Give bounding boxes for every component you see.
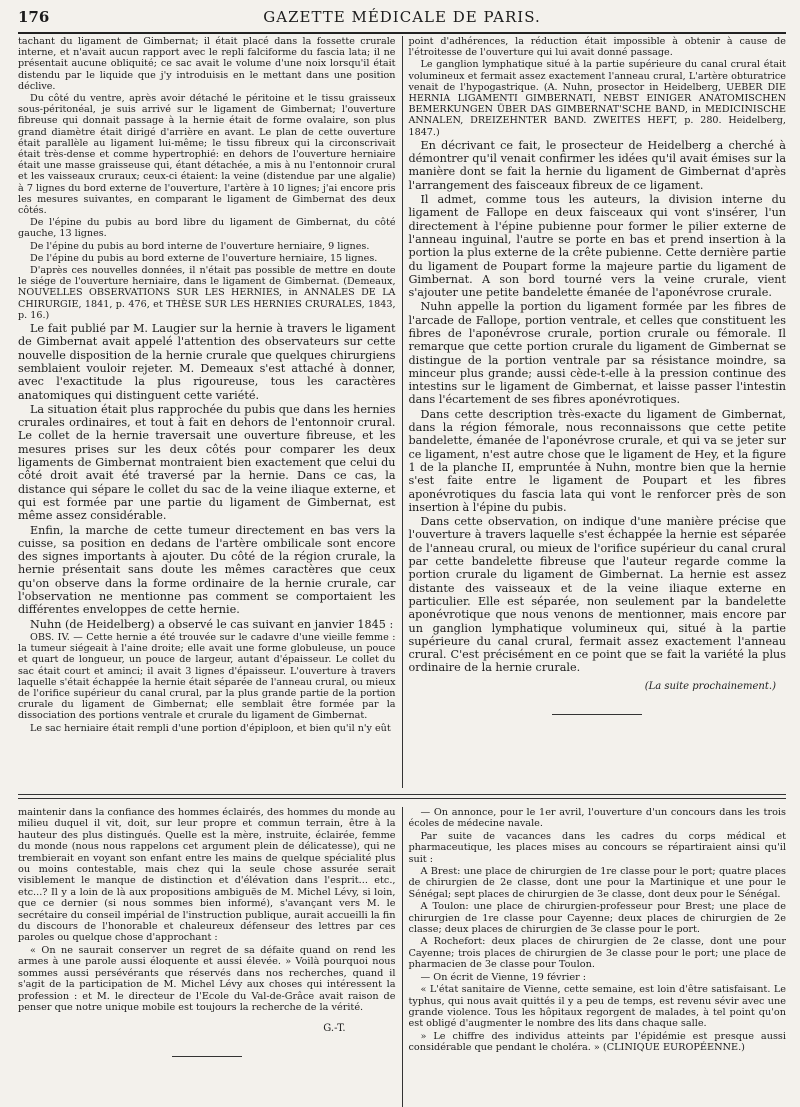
paragraph: OBS. IV. — Cette hernie a été trouvée sur le cadavre d'une vieille femme : la tumeur siégeait à l'aine droite; elle avait une forme globuleuse, un pouce et quart de longueur, un pouce de largeur, autant d'épaisseur. Le collet du sac était court et aminci; il avait 3 lignes d'épaisseur. L'ouverture à travers laquelle s'était échappée la hernie était séparée de l'anneau crural, ou mieux de l'orifice supérieur du canal crural, par la plus grande partie de la portion crurale du ligament de Gimbernat; elle semblait être formée par la dissociation des portions ventrale et crurale du ligament de Gimbernat. (18, 631, 396, 722)
paragraph: Par suite de vacances dans les cadres du corps médical et pharmaceutique, les places mises au concours se répartiraient ainsi qu'il suit : (408, 830, 786, 865)
paragraph: Dans cette description très-exacte du ligament de Gimbernat, dans la région fémorale, nous reconnaissons que cette petite bandelette, émanée de l'aponévrose crurale, et qui va se jeter sur ce ligament, n'est autre chose que le ligament de Hey, et la figure 1 de la planche II, empruntée à Nuhn, montre bien que la hernie s'est faite entre le ligament de Poupart et les fibres aponévrotiques du fascia lata qui vont le renforcer près de son insertion à l'épine du pubis. (408, 407, 786, 514)
paragraph: Nuhn appelle la portion du ligament formée par les fibres de l'arcade de Fallope, portion ventrale, et celles que constituent les fibres de l'aponévrose crurale, portion crurale ou fémorale. Il remarque que cette portion crurale du ligament de Gimbernat se distingue de la portion ventrale par sa résistance moindre, sa minceur plus grande; aussi cède-t-elle à la pression continue des intestins sur le ligament de Gimbernat, et laisse passer l'intestin dans l'écartement de ses fibres aponévrotiques. (408, 300, 786, 407)
paragraph: A Brest: une place de chirurgien de 1re classe pour le port; quatre places de chirurgien de 2e classe, dont une pour la Martinique et une pour le Sénégal; sept places de chirurgien de 3e classe, dont deux pour le Sénégal. (408, 866, 786, 900)
paragraph: » Le chiffre des individus atteints par l'épidémie est presque aussi considérable que pendant le choléra. » (CLINIQUE EUROPÉENNE.) (408, 1030, 786, 1054)
paragraph: D'après ces nouvelles données, il n'était pas possible de mettre en doute le siége de l'ouverture herniaire, dans le ligament de Gimbernat. (Demeaux, NOUVELLES OBSERVATIONS SUR LES HERNIES, in ANNALES DE LA CHIRURGIE, 1841, p. 476, et THÈSE SUR LES HERNIES CRURALES, 1843, p. 16.) (18, 265, 396, 321)
top-section (18, 36, 786, 788)
page-number: 176 (18, 8, 50, 26)
paragraph: De l'épine du pubis au bord externe de l'ouverture herniaire, 15 lignes. (30, 252, 378, 264)
paragraph: Le fait publié par M. Laugier sur la hernie à travers le ligament de Gimbernat avait appelé l'attention des observateurs sur cette nouvelle disposition de la hernie crurale que quelques chirurgiens semblaient vouloir rejeter. M. Demeaux s'est attaché à donner, avec l'exactitude la plus rigoureuse, tous les caractères anatomiques qui distinguent cette variété. (18, 322, 396, 402)
bottom-section (18, 807, 786, 1107)
paragraph: A Toulon: une place de chirurgien-professeur pour Brest; une place de chirurgien de 1re classe pour Cayenne; deux places de chirurgien de 2e classe; deux places de chirurgien de 3e classe pour le port. (408, 901, 786, 936)
bottom-right-column (402, 807, 786, 1107)
end-rule (172, 1056, 242, 1057)
paragraph: tachant du ligament de Gimbernat; il était placé dans la fossette crurale interne, et n'avait aucun rapport avec le repli falciforme du fascia lata; il ne présentait aucune obliquité; ce sac avait le volume d'une noix lorsqu'il était distendu par le liquide que j'y introduisis en le mettant dans une position déclive. (18, 36, 396, 92)
paragraph: maintenir dans la confiance des hommes éclairés, des hommes du monde au milieu duquel il vit, doit, sur leur propre et commun terrain, être à la hauteur des plus distingués. Quelle est la mère, instruite, éclairée, femme du monde (nous nous rappelons cet argument plein de délicatesse), qui ne trembierait en voyant son enfant entre les mains de quelque spécialité plus ou moins contestable, mais chez qui la seule chose assurée serait visiblement le manque de distinction et d'élévation dans l'esprit... etc., etc...? Il y a loin de là aux propositions ambiguës de M. Michel Lévy, si loin, que ce dernier (si nous sommes bien informé), s'avançant vers M. le secrétaire du conseil impérial de l'instruction publique, aurait accueilli la fin du discours de l'honorable et chaleureux défenseur des lettres par ces paroles ou quelque chose d'approchant : (18, 807, 396, 944)
paragraph: En décrivant ce fait, le prosecteur de Heidelberg a cherché à démontrer qu'il venait confirmer les idées qu'il avait émises sur la manière dont se fait la hernie du ligament de Gimbernat d'après l'arrangement des faisceaux fibreux de ce ligament. (408, 138, 786, 192)
end-rule (552, 714, 642, 715)
paragraph: De l'épine du pubis au bord libre du ligament de Gimbernat, du côté gauche, 13 lignes. (18, 217, 396, 240)
paragraph: — On annonce, pour le 1er avril, l'ouverture d'un concours dans les trois écoles de médecine navale. (408, 807, 786, 830)
journal-title: GAZETTE MÉDICALE DE PARIS. (263, 8, 541, 26)
bottom-left-column (18, 807, 402, 1107)
signature: G.-T. (323, 1023, 346, 1035)
paragraph: « On ne saurait conserver un regret de sa défaite quand on rend les armes à une parole aussi éloquente et aussi élevée. » Voilà pourquoi nous sommes aussi persévérants que réservés dans nos recherches, quand il s'agit de la participation de M. Michel Lévy aux choses qui intéressent la profession : et M. le directeur de l'Ecole du Val-de-Grâce avait raison de penser que notre unique mobile est toujours la recherche de la vérité. (18, 944, 396, 1013)
paragraph: point d'adhérences, la réduction était impossible à obtenir à cause de l'étroitesse de l'ouverture qui lui avait donné passage. (408, 36, 786, 59)
section-separator (18, 794, 786, 799)
paragraph: De l'épine du pubis au bord interne de l'ouverture herniaire, 9 lignes. (30, 240, 370, 252)
top-right-column (402, 36, 786, 788)
paragraph: A Rochefort: deux places de chirurgien de 2e classe, dont une pour Cayenne; trois places de chirurgien de 3e classe pour le port; une place de pharmacien de 3e classe pour Toulon. (408, 936, 786, 971)
paragraph: « L'état sanitaire de Vienne, cette semaine, est loin d'être satisfaisant. Le typhus, qui nous avait quittés il y a peu de temps, est revenu sévir avec une grande violence. Tous les hôpitaux regorgent de malades, à tel point qu'on est obligé d'augmenter le nombre des lits dans chaque salle. (408, 984, 786, 1030)
paragraph: Nuhn (de Heidelberg) a observé le cas suivant en janvier 1845 : (30, 617, 394, 631)
paragraph: La situation était plus rapprochée du pubis que dans les hernies crurales ordinaires, et tout à fait en dehors de l'entonnoir crural. Le collet de la hernie traversait une ouverture fibreuse, et les mesures prises sur les deux côtés pour comparer les deux ligaments de Gimbernat montraient bien exactement que celui du côté droit avait été traversé par la hernie. Dans ce cas, la distance qui sépare le collet du sac de la veine iliaque externe, et qui est formée par une partie du ligament de Gimbernat, est même assez considérable. (18, 402, 396, 523)
continuation-note: (La suite prochainement.) (644, 680, 776, 692)
paragraph: Enfin, la marche de cette tumeur directement en bas vers la cuisse, sa position en dedans de l'artère ombilicale sont encore des signes importants à ajouter. Du côté de la région crurale, la hernie présentait sans doute les mêmes caractères que ceux qu'on observe dans la forme ordinaire de la hernie crurale, car l'observation ne mentionne pas comment se comportaient les différentes enveloppes de cette hernie. (18, 523, 396, 617)
paragraph: — On écrit de Vienne, 19 février : (420, 971, 587, 983)
top-left-column (18, 36, 402, 788)
paragraph: Le sac herniaire était rempli d'une portion d'épiploon, et bien qu'il n'y eût (30, 722, 391, 734)
paragraph: Le ganglion lymphatique situé à la partie supérieure du canal crural était volumineux et fermait assez exactement l'anneau crural, L'artère obturatrice venait de l'hypogastrique. (A. Nuhn, prosector in Heidelberg, UEBER DIE HERNIA LIGAMENTI GIMBERNATI, NEBST EINIGER ANATOMISCHEN BEMERKUNGEN ÜBER DAS GIMBERNAT'SCHE BAND, in MEDICINISCHE ANNALEN, DREIZEHNTER BAND. ZWEITES HEFT, p. 280. Heidelberg, 1847.) (408, 59, 786, 138)
paragraph: Il admet, comme tous les auteurs, la division interne du ligament de Fallope en deux faisceaux qui vont s'insérer, l'un directement à l'épine pubienne pour former le pilier externe de l'anneau inguinal, l'autre se porte en bas et prend insertion à la portion la plus externe de la crête pubienne. Cette dernière partie du ligament de Poupart forme la majeure partie du ligament de Gimbernat. A son bord tourné vers la veine crurale, vient s'ajouter une petite bandelette émanée de l'aponévrose crurale. (408, 193, 786, 300)
paragraph: Du côté du ventre, après avoir détaché le péritoine et le tissu graisseux sous-péritonéal, je suis arrivé sur le ligament de Gimbernat; l'ouverture fibreuse qui donnait passage à la hernie était de forme ovalaire, son plus grand diamètre était dirigé d'arrière en avant. Le plan de cette ouverture était parallèle au ligament lui-même; le tissu fibreux qui la circonscrivait était très-dense et comme hypertrophié: en dehors de l'ouverture herniaire était une masse graisseuse qui, étant détachée, a mis à nu l'entonnoir crural et les vaisseaux cruraux; ceux-ci étaient: la veine (distendue par une algalie) à 7 lignes du bord externe de l'ouverture, l'artère à 10 lignes; j'ai encore pris les mesures suivantes, en comparant le ligament de Gimbernat des deux côtés. (18, 93, 396, 217)
paragraph: Dans cette observation, on indique d'une manière précise que l'ouverture à travers laquelle s'est échappée la hernie est séparée de l'anneau crural, ou mieux de l'orifice supérieur du canal crural par cette bandelette fibreuse que l'auteur regarde comme la portion crurale du ligament de Gimbernat. La hernie est assez distante des vaisseaux et de la veine iliaque externe en particulier. Elle est séparée, non seulement par la bandelette aponévrotique que nous venons de mentionner, mais encore par un ganglion lymphatique volumineux qui, situé à la partie supérieure du canal crural, fermait assez exactement l'anneau crural. C'est précisément en ce point que se fait la variété la plus ordinaire de la hernie crurale. (408, 515, 786, 675)
page-header (18, 8, 786, 34)
